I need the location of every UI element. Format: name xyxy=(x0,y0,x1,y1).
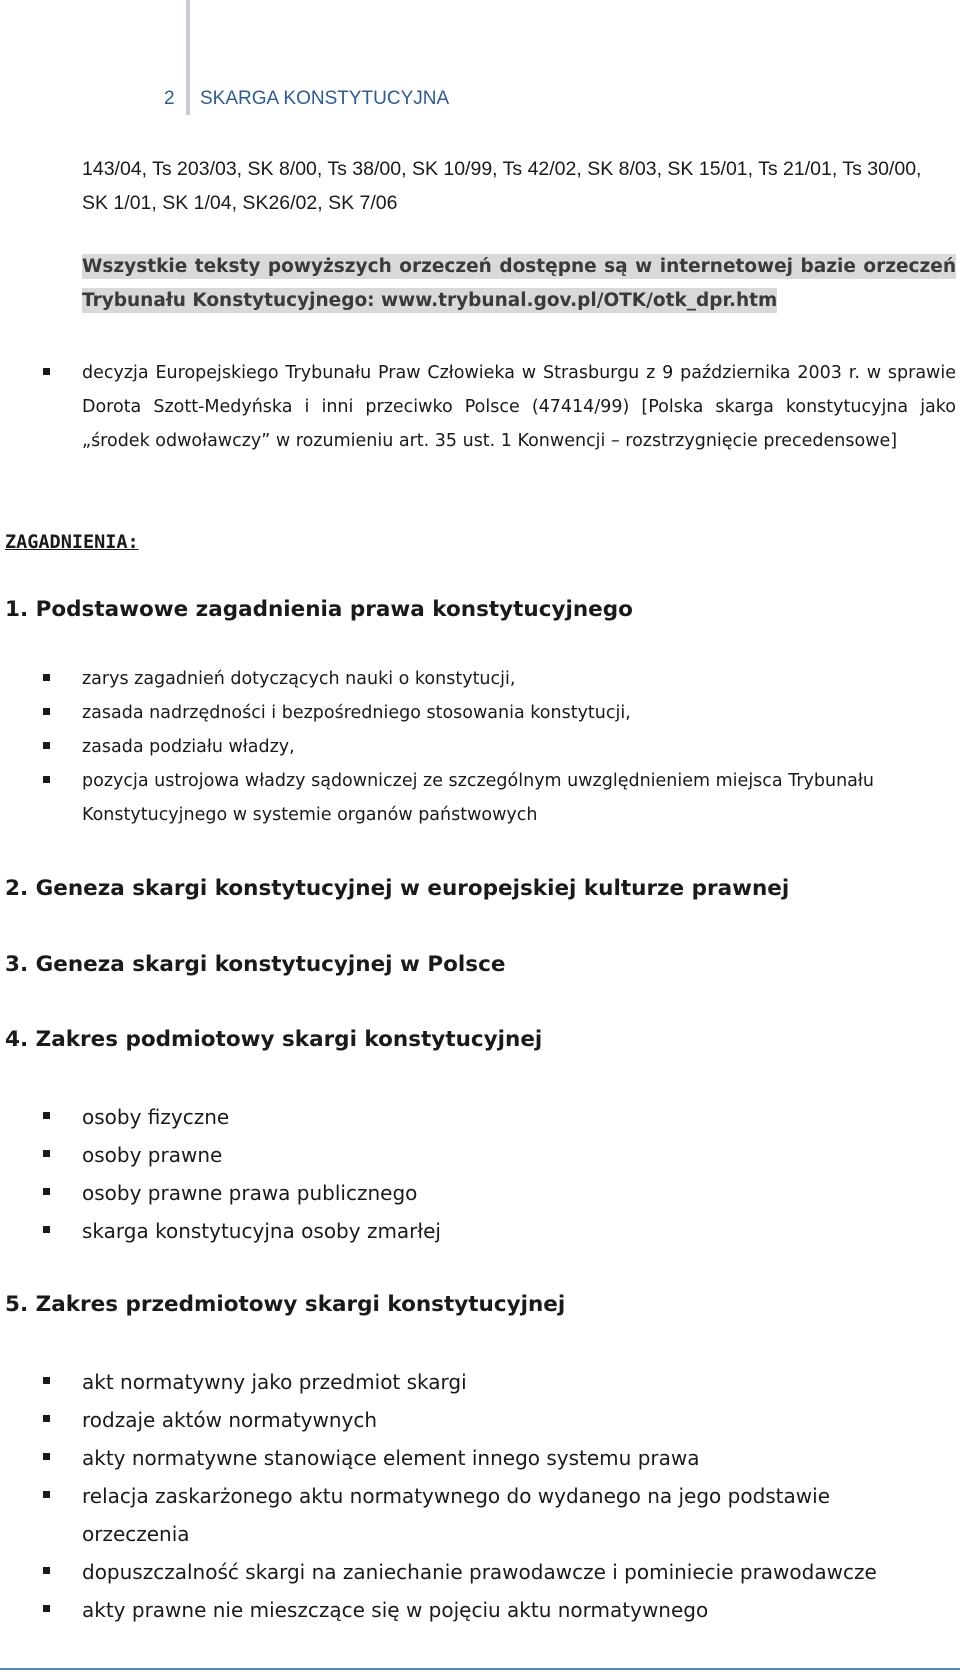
section-heading-5: 5. Zakres przedmiotowy skargi konstytucyjnej xyxy=(5,1292,566,1317)
bullet-icon xyxy=(43,368,50,375)
database-note xyxy=(82,250,956,318)
list-item xyxy=(0,1098,940,1136)
list-item xyxy=(0,1439,940,1477)
bullet-icon xyxy=(43,1377,50,1384)
section-heading-4: 4. Zakres podmiotowy skargi konstytucyjnej xyxy=(5,1027,543,1052)
issues-label: ZAGADNIENIA: xyxy=(5,532,139,553)
bullet-icon xyxy=(43,1226,50,1233)
list-item xyxy=(0,696,940,730)
decision-text: decyzja Europejskiego Trybunału Praw Człowieka w Strasburgu z 9 października 2003 r. w sprawie Dorota Szott-Medyńska i inni przeciwko Polsce (47414/99) [Polska skarga konstytucyjna jako „środek odwoławczy” w rozumieniu art. 35 ust. 1 Konwencji – rozstrzygnięcie precedensowe] xyxy=(82,363,956,451)
database-note-text: Wszystkie teksty powyższych orzeczeń dostępne są w internetowej bazie orzeczeń Trybunału Konstytucyjnego: www.trybunal.gov.pl/OTK/otk_dpr.htm xyxy=(82,256,956,311)
bullet-icon xyxy=(43,1188,50,1195)
header-title: SKARGA KONSTYTUCYJNA xyxy=(200,88,450,109)
footer-divider xyxy=(0,1668,960,1670)
decision-list xyxy=(0,356,956,458)
page-number: 2 xyxy=(164,88,175,109)
bullet-icon xyxy=(43,1415,50,1422)
bullet-icon xyxy=(43,674,50,681)
list-item-text: skarga konstytucyjna osoby zmarłej xyxy=(82,1219,441,1243)
bullet-icon xyxy=(43,1567,50,1574)
list-item xyxy=(0,356,956,458)
list-item-text: osoby prawne prawa publicznego xyxy=(82,1181,418,1205)
page-header xyxy=(164,88,449,110)
section-heading-3: 3. Geneza skargi konstytucyjnej w Polsce xyxy=(5,952,506,977)
list-item-text: pozycja ustrojowa władzy sądowniczej ze szczególnym uwzględnieniem miejsca Trybunału Konstytucyjnego w systemie organów państwowych xyxy=(82,771,874,825)
section-heading-2: 2. Geneza skargi konstytucyjnej w europejskiej kulturze prawnej xyxy=(5,876,790,901)
bullet-icon xyxy=(43,742,50,749)
list-item xyxy=(0,1174,940,1212)
case-references: 143/04, Ts 203/03, SK 8/00, Ts 38/00, SK 10/99, Ts 42/02, SK 8/03, SK 15/01, Ts 21/01, Ts 30/00, SK 1/01, SK 1/04, SK26/02, SK 7/06 xyxy=(82,158,922,214)
list-item-text: zarys zagadnień dotyczących nauki o konstytucji, xyxy=(82,669,516,689)
list-item xyxy=(0,1553,940,1591)
bullet-icon xyxy=(43,1112,50,1119)
bullet-icon xyxy=(43,1605,50,1612)
section-5-list xyxy=(0,1363,940,1629)
list-item xyxy=(0,1401,940,1439)
list-item-text: dopuszczalność skargi na zaniechanie prawodawcze i pominiecie prawodawcze xyxy=(82,1560,877,1584)
list-item-text: akty prawne nie mieszczące się w pojęciu aktu normatywnego xyxy=(82,1598,709,1622)
list-item-text: zasada podziału władzy, xyxy=(82,737,295,757)
list-item-text: akty normatywne stanowiące element innego systemu prawa xyxy=(82,1446,700,1470)
list-item xyxy=(0,1212,940,1250)
list-item-text: osoby prawne xyxy=(82,1143,223,1167)
bullet-icon xyxy=(43,1491,50,1498)
bullet-icon xyxy=(43,776,50,783)
list-item xyxy=(0,1591,940,1629)
bullet-icon xyxy=(43,1150,50,1157)
bullet-icon xyxy=(43,1453,50,1460)
bullet-icon xyxy=(43,708,50,715)
list-item-text: zasada nadrzędności i bezpośredniego stosowania konstytucji, xyxy=(82,703,631,723)
section-4-list xyxy=(0,1098,940,1250)
list-item-text: rodzaje aktów normatywnych xyxy=(82,1408,378,1432)
list-item xyxy=(0,1363,940,1401)
list-item-text: osoby fizyczne xyxy=(82,1105,230,1129)
section-1-list xyxy=(0,662,940,832)
list-item-text: relacja zaskarżonego aktu normatywnego do wydanego na jego podstawie orzeczenia xyxy=(82,1484,830,1546)
list-item xyxy=(0,1136,940,1174)
section-heading-1: 1. Podstawowe zagadnienia prawa konstytucyjnego xyxy=(5,597,633,622)
list-item-text: akt normatywny jako przedmiot skargi xyxy=(82,1370,467,1394)
list-item xyxy=(0,662,940,696)
list-item xyxy=(0,730,940,764)
list-item xyxy=(0,764,940,832)
list-item xyxy=(0,1477,940,1553)
